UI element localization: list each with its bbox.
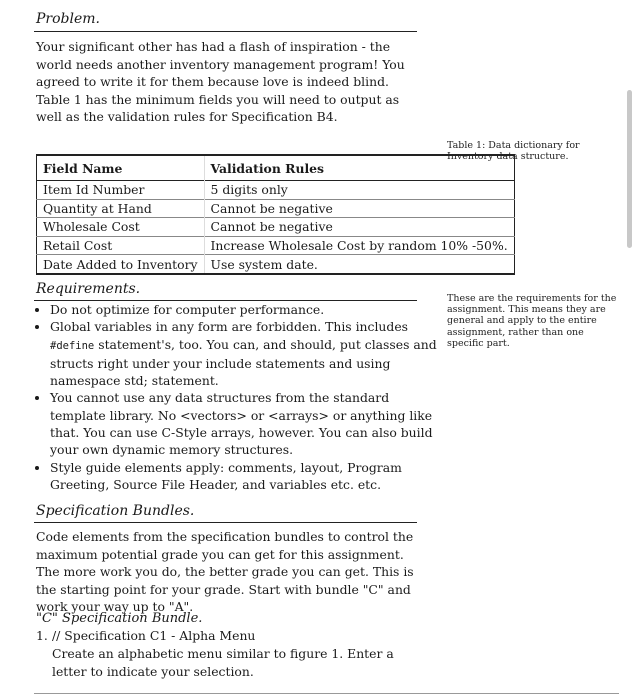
table-cell: Increase Wholesale Cost by random 10% -50%. [210,238,508,254]
table-caption: Table 1: Data dictionary for Inventory data structure. [447,140,580,163]
c-bundle-title: "C" Specification Bundle. [36,611,203,626]
list-item [50,318,440,389]
bottom-rule [34,693,619,694]
table-row [37,181,515,200]
vertical-scrollbar[interactable] [627,90,632,248]
requirement-text: You cannot use any data structures from the standard template library. No <vectors> or <arrays> or anything like that. You can use C-Style arrays, however. You can also build your own dynamic memory structures. [50,390,433,458]
table-cell: Use system date. [210,256,318,272]
table-cell: 5 digits only [210,182,288,198]
c1-number: 1. [36,628,48,643]
table-cell: Cannot be negative [210,200,333,216]
table-header-field: Field Name [37,155,205,181]
table-cell: Wholesale Cost [37,218,205,237]
requirements-side-note: These are the requirements for the assignment. This means they are general and apply to the entire assignment, rather than one specific part. [447,293,617,349]
c1-body: Create an alphabetic menu similar to figure 1. Enter a letter to indicate your selection. [52,646,394,679]
spec-bundles-rule [34,522,417,523]
requirements-title: Requirements. [36,281,141,297]
define-code: #define [50,339,95,352]
data-dictionary-table [36,154,515,275]
spec-bundles-title: Specification Bundles. [36,503,195,519]
problem-title: Problem. [36,11,100,27]
table-row [37,255,515,274]
table-cell: Date Added to Inventory [37,255,205,274]
table-cell: Item Id Number [37,181,205,200]
c1-title: // Specification C1 - Alpha Menu [52,628,256,643]
requirements-list [34,301,440,493]
table-row [37,218,515,237]
problem-body: Your significant other has had a flash of inspiration - the world needs another inventory management program! You agreed to write it for them because love is indeed blind. Table 1 has the minimum fields you will need to output as well as the validation rules for Specification B4. [36,39,405,124]
list-item [50,389,440,458]
list-item [50,459,440,494]
table-row [37,236,515,255]
table-cell: Cannot be negative [210,219,333,235]
table-cell: Retail Cost [37,236,205,255]
table-row [37,199,515,218]
table-cell: Quantity at Hand [37,199,205,218]
requirement-text: Do not optimize for computer performance. [50,302,325,317]
spec-bundles-body: Code elements from the specification bundles to control the maximum potential grade you can get for this assignment. The more work you do, the better grade you can get. This is the starting point for your grade. Start with bundle "C" and work your way up to "A". [36,529,414,614]
table-header-rules: Validation Rules [210,160,325,176]
list-item [50,301,440,318]
requirement-text: statement's, too. You can, and should, put classes and structs right under your include statements and using namespace std; statement. [50,336,437,389]
requirement-text: Global variables in any form are forbidden. This includes [50,319,409,335]
problem-rule [34,31,417,32]
table-header-row [37,155,515,181]
requirement-text: Style guide elements apply: comments, layout, Program Greeting, Source File Header, and variables etc. etc. [50,459,402,492]
